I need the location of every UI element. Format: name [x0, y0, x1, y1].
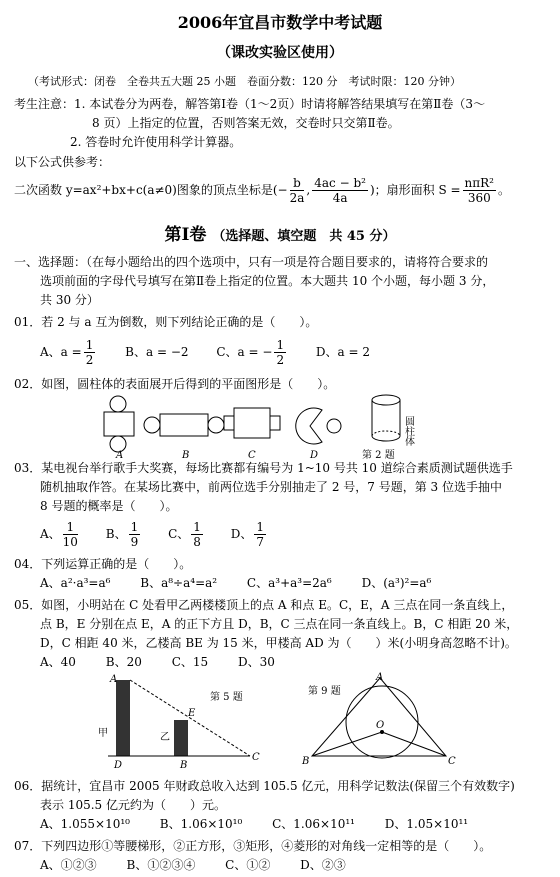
- q03-stem-1: 03．某电视台举行歌手大奖赛，每场比赛都有编号为 1~10 号共 10 道综合素质测试题供选手: [14, 461, 513, 475]
- q02-figure-b: [144, 414, 224, 436]
- formula-line: 二次函数 y=ax²+bx+c(a≠0)图象的顶点坐标是(− $\frac{b}{2a}$ , $\frac{\text{4ac − b²}}{4a}$ )；扇形面积 S = $\frac{\text{nπR²}}{360}$ 。: [14, 176, 511, 205]
- q06-stem-1: 06．据统计，宜昌市 2005 年财政总收入达到 105.5 亿元，用科学记数法(保留三个有效数字): [14, 779, 515, 793]
- exam-title: 2006年宜昌市数学中考试题: [177, 13, 383, 32]
- q05-stem-2: 点 B，E 分别在点 E，A 的正下方且 D，B，C 三点在同一条直线上。B，C 相距 20 米，: [40, 617, 519, 631]
- q04-options: A、a²·a³=a⁶ B、a⁸÷a⁴=a² C、a³+a³=2a⁶ D、(a³)²=a⁶: [40, 576, 432, 590]
- part1-intro-3: 共 30 分）: [40, 293, 99, 307]
- svg-text:甲: 甲: [98, 728, 108, 739]
- q06-stem-2: 表示 105.5 亿元约为（ ）元。: [40, 798, 226, 812]
- part1-intro-1: 一、选择题：（在每小题给出的四个选项中，只有一项是符合题目要求的，请将符合要求的: [14, 255, 489, 269]
- svg-text:A: A: [116, 450, 124, 460]
- svg-text:第 5 题: 第 5 题: [210, 692, 243, 703]
- svg-text:O: O: [376, 720, 385, 731]
- q03-stem-2: 随机抽取作答。在某场比赛中，前两位选手分别抽走了 2 号，7 号题，第 3 位选手抽中: [40, 480, 502, 494]
- formula-intro: 以下公式供参考：: [14, 155, 111, 169]
- q02-figures: [90, 388, 450, 460]
- svg-text:B: B: [180, 760, 188, 770]
- q05-stem-1: 05．如图，小明站在 C 处看甲乙两楼楼顶上的点 A 和点 E。C，E，A 三点在同一条直线上，: [14, 598, 514, 612]
- q02-cylinder: [372, 395, 415, 447]
- svg-text:B: B: [182, 450, 190, 460]
- svg-text:圆柱体: 圆柱体: [402, 416, 414, 446]
- svg-text:第 9 题: 第 9 题: [308, 686, 341, 697]
- svg-text:第 2 题: 第 2 题: [362, 450, 395, 460]
- vertex-x-fraction: $\frac{b}{2a}$: [289, 176, 305, 205]
- q03-options: A、 $\frac{1}{10}$ B、 $\frac{1}{9}$ C、 $\frac{1}{8}$ D、 $\frac{1}{7}$: [40, 520, 264, 549]
- q02-stem: 02．如图，圆柱体的表面展开后得到的平面图形是（ ）。: [14, 377, 336, 391]
- q03-stem-3: 8 号题的概率是（ ）。: [40, 499, 178, 513]
- q06-options: A、1.055×10¹⁰ B、1.06×10¹⁰ C、1.06×10¹¹ D、1.05×10¹¹: [40, 817, 469, 831]
- svg-text:C: C: [248, 450, 256, 460]
- svg-text:乙: 乙: [160, 732, 170, 743]
- vertex-y-fraction: $\frac{\text{4ac − b²}}{4a}$: [314, 176, 366, 205]
- notice-1: 考生注意：1. 本试卷分为两卷，解答第Ⅰ卷（1～2页）时请将解答结果填写在第Ⅱ卷（3～: [14, 97, 486, 111]
- q02-figure-c: [224, 408, 280, 438]
- q05-figure-5: [90, 670, 270, 770]
- svg-text:A: A: [110, 674, 118, 685]
- building-yi: [174, 720, 188, 756]
- svg-text:C: C: [448, 756, 456, 767]
- q05-figure-9: [300, 672, 460, 768]
- q07-options: A、①②③ B、①②③④ C、①② D、②③: [40, 858, 346, 872]
- svg-text:D: D: [310, 450, 319, 460]
- formula-text: 二次函数 y=ax²+bx+c(a≠0)图象的顶点坐标是: [14, 183, 273, 197]
- q04-stem: 04．下列运算正确的是（ ）。: [14, 557, 192, 571]
- part1-intro-2: 选项前面的字母代号填写在第Ⅱ卷上指定的位置。本大题共 10 个小题，每小题 3 分，: [40, 274, 495, 288]
- q07-stem: 07．下列四边形①等腰梯形，②正方形，③矩形，④菱形的对角线一定相等的是（ ）。: [14, 839, 492, 853]
- svg-text:E: E: [188, 708, 196, 719]
- svg-text:A: A: [376, 672, 384, 683]
- q02-figure-a: [104, 396, 134, 452]
- q05-stem-3: D，C 相距 40 米，乙楼高 BE 为 15 米，甲楼高 AD 为（ ）米(小明身高忽略不计)。: [40, 636, 517, 650]
- svg-text:C: C: [252, 752, 260, 763]
- exam-info: （考试形式：闭卷 全卷共五大题 25 小题 卷面分数：120 分 考试时限：120 分钟）: [28, 75, 461, 88]
- q01-options: A、a = $\frac{1}{2}$ B、a = −2 C、a = − $\frac{1}{2}$ D、a = 2: [40, 338, 371, 367]
- svg-text:D: D: [114, 760, 123, 770]
- svg-text:B: B: [302, 756, 310, 767]
- building-jia: [116, 680, 130, 756]
- q05-options: A、40 B、20 C、15 D、30: [40, 655, 275, 669]
- section-heading: 第Ⅰ卷 （选择题、填空题 共 45 分）: [164, 225, 396, 245]
- formula-sector: ；扇形面积 S =: [374, 183, 461, 197]
- sector-fraction: $\frac{\text{nπR²}}{360}$: [464, 176, 494, 205]
- q02-figure-d: [296, 408, 341, 444]
- q01-stem: 01．若 2 与 a 互为倒数，则下列结论正确的是（ ）。: [14, 315, 318, 329]
- exam-subtitle: （课改实验区使用）: [217, 45, 343, 61]
- notice-2: 2. 答卷时允许使用科学计算器。: [70, 135, 242, 149]
- notice-1b: 8 页）上指定的位置，否则答案无效，交卷时只交第Ⅱ卷。: [92, 116, 400, 130]
